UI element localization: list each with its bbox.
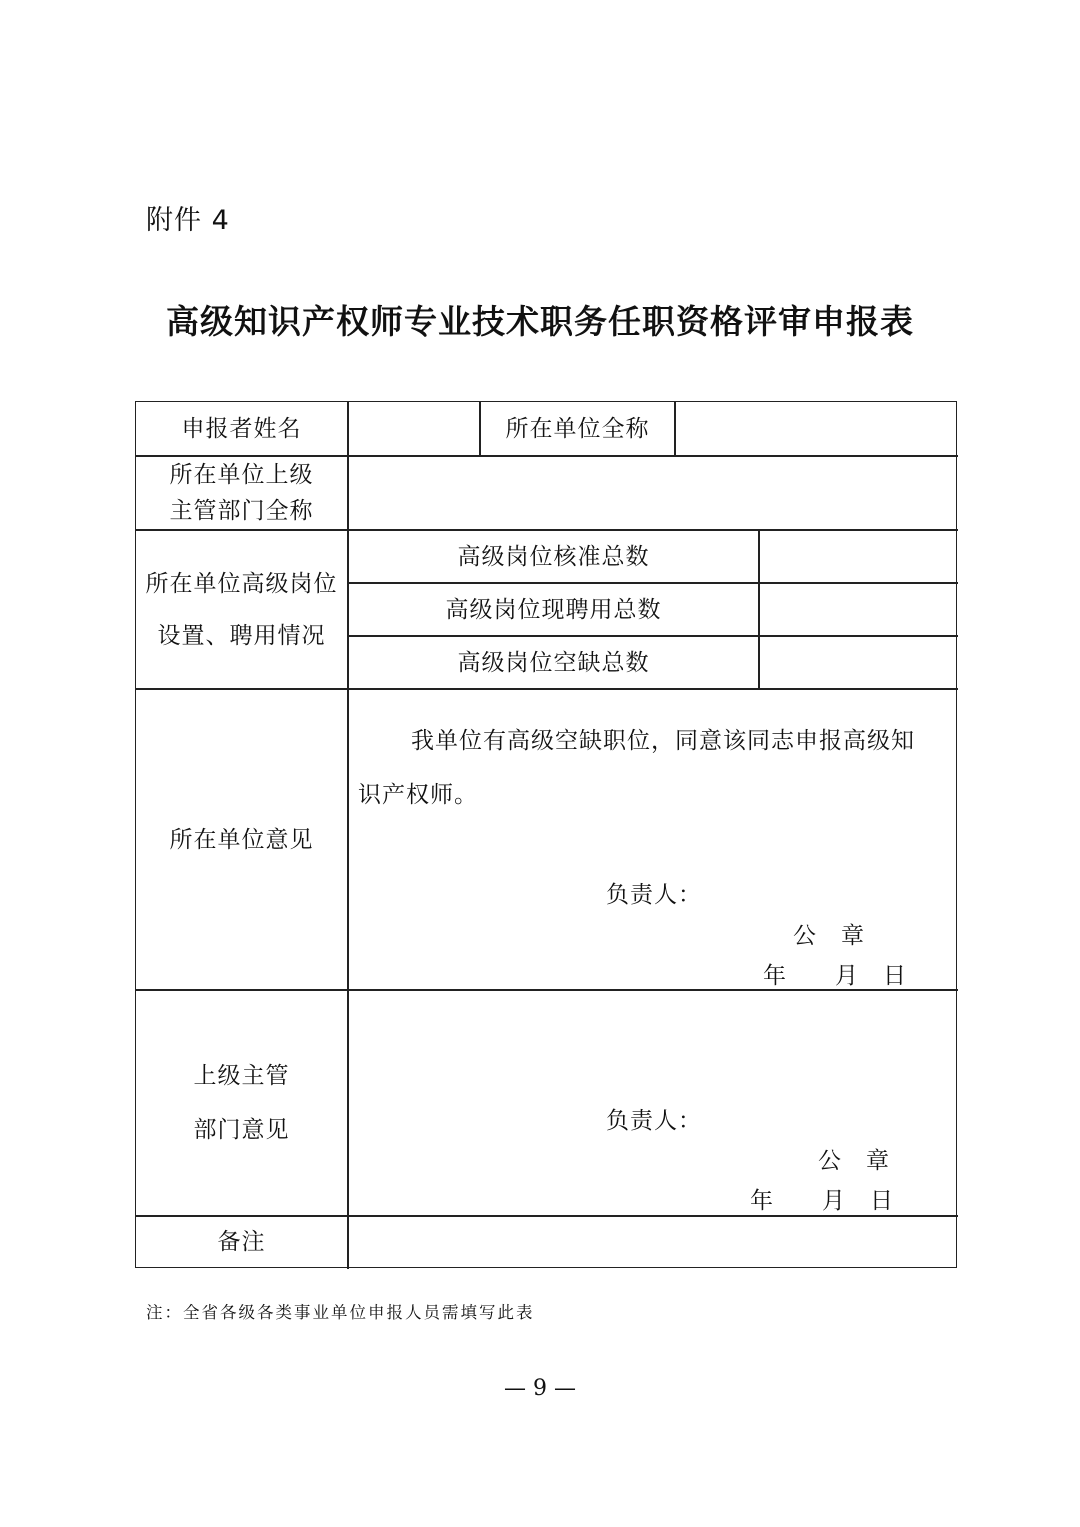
senior-posts-label-line2: 设置、聘用情况 [157,622,326,649]
superior-dept-label-line1: 所在单位上级 [169,462,314,488]
unit-opinion-seal: 公 章 [793,923,865,949]
attachment-label: 附件 4 [146,205,230,236]
unit-opinion-label: 所在单位意见 [169,826,314,853]
superior-opinion-label [136,991,347,1215]
superior-opinion-label-line1: 上级主管 [193,1063,290,1089]
unit-full-name-field[interactable] [676,402,958,455]
unit-opinion-text-line1: 我单位有高级空缺职位，同意该同志申报高级知 [411,728,915,754]
superior-opinion-label-line2: 部门意见 [193,1117,290,1143]
superior-opinion-responsible: 负责人： [606,1108,702,1134]
employed-senior-posts-label: 高级岗位现聘用总数 [445,596,662,623]
approved-senior-posts-label: 高级岗位核准总数 [457,543,650,570]
superior-opinion-seal: 公 章 [818,1148,890,1174]
employed-senior-posts-field[interactable] [760,584,958,635]
unit-opinion-date: 年 月 日 [763,963,907,989]
application-form-table [135,401,957,1268]
vacant-senior-posts-field[interactable] [760,637,958,688]
superior-dept-label [136,457,347,529]
remarks-field[interactable] [349,1217,958,1267]
senior-posts-label [136,531,347,688]
superior-dept-label-line2: 主管部门全称 [169,498,314,524]
applicant-name-label: 申报者姓名 [181,415,302,442]
vacant-senior-posts-label: 高级岗位空缺总数 [457,649,650,676]
superior-dept-field[interactable] [349,457,958,529]
page-number: — 9 — [504,1376,576,1401]
footnote: 注：全省各级各类事业单位申报人员需填写此表 [146,1303,535,1322]
unit-opinion-responsible: 负责人： [606,882,702,908]
applicant-name-field[interactable] [349,402,479,455]
approved-senior-posts-field[interactable] [760,531,958,582]
remarks-label: 备注 [217,1229,266,1255]
unit-opinion-text-line2: 识产权师。 [358,782,478,808]
page-title: 高级知识产权师专业技术职务任职资格评审申报表 [166,302,914,341]
unit-full-name-label: 所在单位全称 [505,415,650,442]
senior-posts-label-line1: 所在单位高级岗位 [145,570,338,597]
superior-opinion-date: 年 月 日 [750,1188,894,1214]
